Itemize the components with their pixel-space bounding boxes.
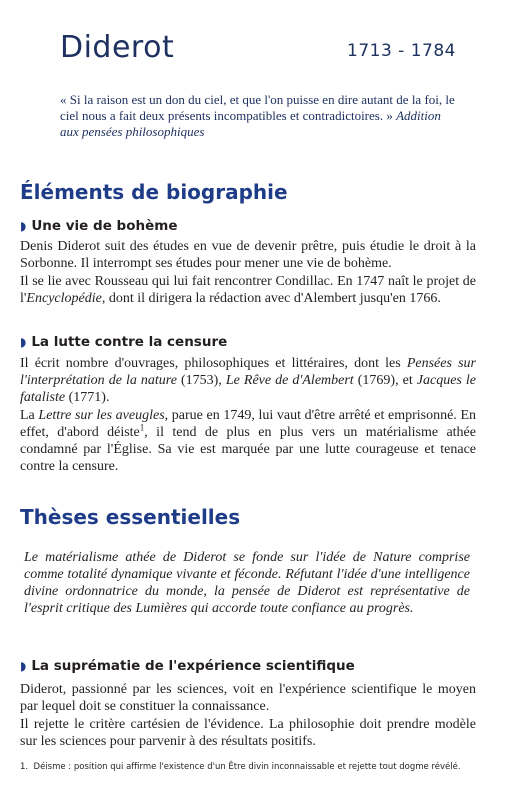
text-run: (1769), et: [353, 373, 417, 388]
quote-source: Addition aux pensées philosophiques: [60, 108, 441, 139]
triangle-bullet-icon: ◗: [20, 659, 27, 673]
triangle-bullet-icon: ◗: [20, 219, 27, 233]
text-run: Il se lie avec Rousseau qui lui fait rencontrer Condillac. En 1747 naît le projet de l': [20, 274, 476, 306]
text-run: , il tend de plus en plus vers un matérialisme athée condamné par l'Église. Sa vie est marquée par une lutte courageuse et tenace contre la censure.: [20, 425, 476, 474]
paragraph-censure-1: [20, 355, 476, 406]
text-italic: Pensées sur l'interprétation de la nature: [20, 356, 476, 388]
epigraph-quote: [60, 92, 460, 140]
subsection-title-boheme: [20, 218, 178, 234]
life-dates: 1713 - 1784: [347, 41, 456, 61]
paragraph-censure-2: [20, 407, 476, 475]
page-title: Diderot: [60, 30, 175, 65]
text-run: Il écrit nombre d'ouvrages, philosophiques et littéraires, dont les: [20, 356, 407, 371]
text-italic: Le Rêve de d'Alembert: [225, 373, 354, 388]
footnote-text: Déisme : position qui affirme l'existence d'un Être divin inconnaissable et rejette tout dogme révélé.: [33, 762, 461, 772]
subsection-title-text: La suprématie de l'expérience scientifique: [31, 658, 355, 674]
theses-summary: Le matérialisme athée de Diderot se fonde sur l'idée de Nature comprise comme totalité dynamique vivante et féconde. Réfutant l'idée d'une intelligence divine ordonnatrice du monde, la pensée de Diderot est représentative de l'esprit critique des Lumières qui accorde toute confiance au progrès.: [24, 550, 470, 616]
footnote-number: 1.: [20, 762, 29, 772]
quote-text: « Si la raison est un don du ciel, et que l'on puisse en dire autant de la foi, le ciel nous a fait deux présents incompatibles et contradictoires. »: [60, 92, 455, 123]
subsection-title-text: La lutte contre la censure: [31, 334, 228, 350]
text-run: (1753),: [176, 373, 226, 388]
subsection-title-experience: [20, 658, 355, 674]
text-italic: Jacques le fataliste: [20, 373, 477, 405]
triangle-bullet-icon: ◗: [20, 335, 27, 349]
text-run: , parue en 1749, lui vaut d'être arrêté et emprisonné. En effet, d'abord déiste: [20, 408, 476, 440]
text-run: (1771).: [65, 390, 110, 405]
text-italic: Encyclopédie: [26, 291, 102, 306]
section-title-biography: Éléments de biographie: [20, 180, 288, 204]
text-run: La: [20, 408, 39, 423]
paragraph-experience-2: Il rejette le critère cartésien de l'évidence. La philosophie doit prendre modèle sur les sciences pour parvenir à des résultats positifs.: [20, 717, 476, 749]
subsection-title-text: Une vie de bohème: [31, 218, 178, 234]
footnote-ref: 1: [139, 422, 145, 433]
footnote: [20, 761, 480, 773]
text-italic: Lettre sur les aveugles: [38, 408, 165, 423]
paragraph-experience-1: Diderot, passionné par les sciences, voit en l'expérience scientifique le moyen par lequel doit se constituer la connaissance.: [20, 682, 476, 714]
subsection-title-censure: [20, 334, 227, 350]
section-title-theses: Thèses essentielles: [20, 505, 241, 529]
paragraph-boheme-2: [20, 273, 476, 307]
text-run: , dont il dirigera la rédaction avec d'Alembert jusqu'en 1766.: [101, 291, 441, 306]
paragraph-boheme-1: Denis Diderot suit des études en vue de devenir prêtre, puis étudie le droit à la Sorbonne. Il interrompt ses études pour mener une vie de bohème.: [20, 239, 476, 271]
